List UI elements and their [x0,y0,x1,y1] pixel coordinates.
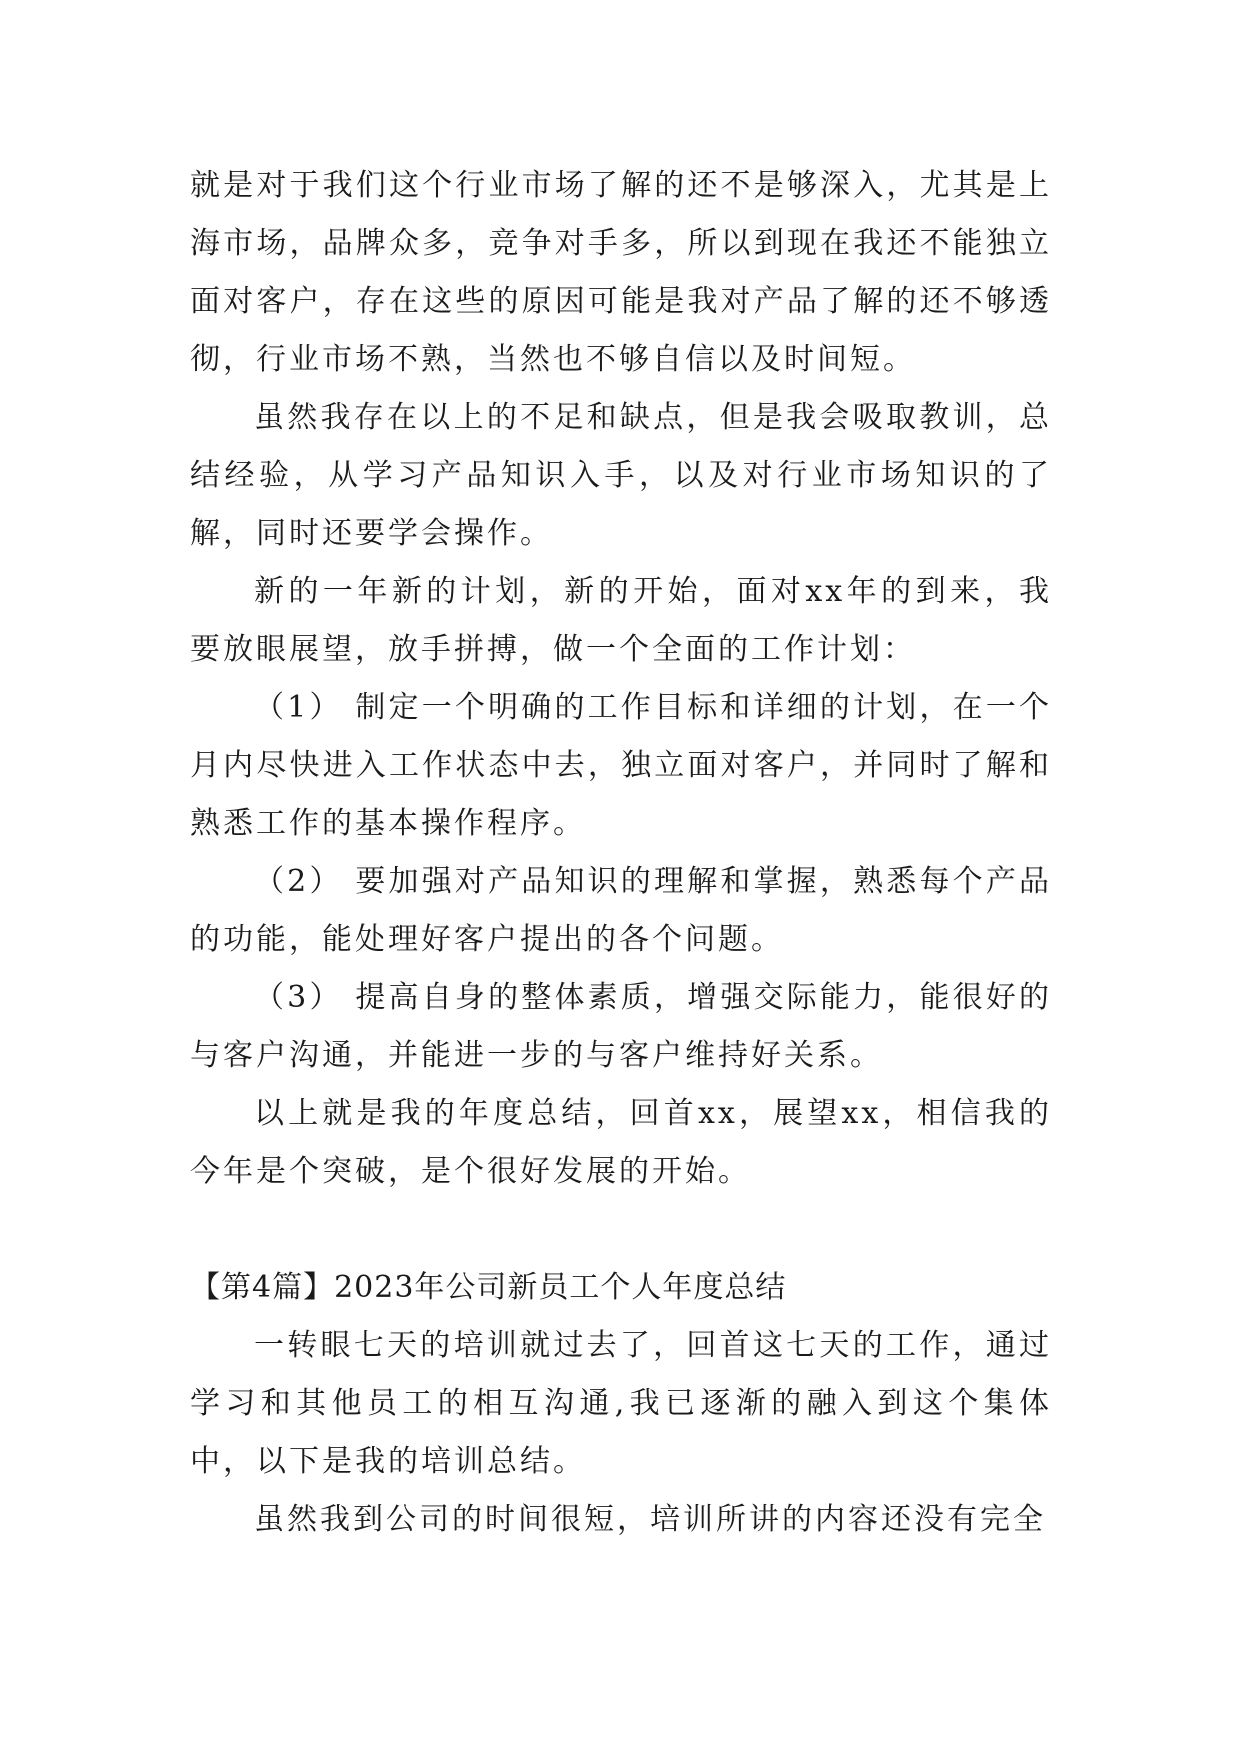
paragraph-training-body: 虽然我到公司的时间很短，培训所讲的内容还没有完全 [254,1502,1046,1537]
plan-item-1: （1） 制定一个明确的工作目标和详细的计划，在一个月内尽快进入工作状态中去，独立面对客户，并同时了解和熟悉工作的基本操作程序。 [190,690,1052,841]
paragraph-conclusion: 以上就是我的年度总结，回首xx，展望xx，相信我的今年是个突破，是个很好发展的开始。 [190,1096,1052,1189]
plan-item-3: （3） 提高自身的整体素质，增强交际能力，能很好的与客户沟通，并能进一步的与客户维持好关系。 [190,980,1052,1073]
paragraph-continuation: 就是对于我们这个行业市场了解的还不是够深入，尤其是上海市场，品牌众多，竞争对手多，所以到现在我还不能独立面对客户，存在这些的原因可能是我对产品了解的还不够透彻，行业市场不熟，当然也不够自信以及时间短。 [190,168,1052,377]
paragraph-new-year-plan: 新的一年新的计划，新的开始，面对xx年的到来，我要放眼展望，放手拼搏，做一个全面的工作计划： [190,574,1052,667]
section-heading: 【第4篇】2023年公司新员工个人年度总结 [190,1270,787,1305]
paragraph-shortcomings: 虽然我存在以上的不足和缺点，但是我会吸取教训，总结经验，从学习产品知识入手，以及对行业市场知识的了解，同时还要学会操作。 [190,400,1052,551]
plan-item-2: （2） 要加强对产品知识的理解和掌握，熟悉每个产品的功能，能处理好客户提出的各个问题。 [190,864,1052,957]
section-spacer [190,1201,1052,1259]
paragraph-training-intro: 一转眼七天的培训就过去了，回首这七天的工作，通过学习和其他员工的相互沟通,我已逐渐的融入到这个集体中，以下是我的培训总结。 [190,1328,1052,1479]
document-page [190,157,1052,1549]
